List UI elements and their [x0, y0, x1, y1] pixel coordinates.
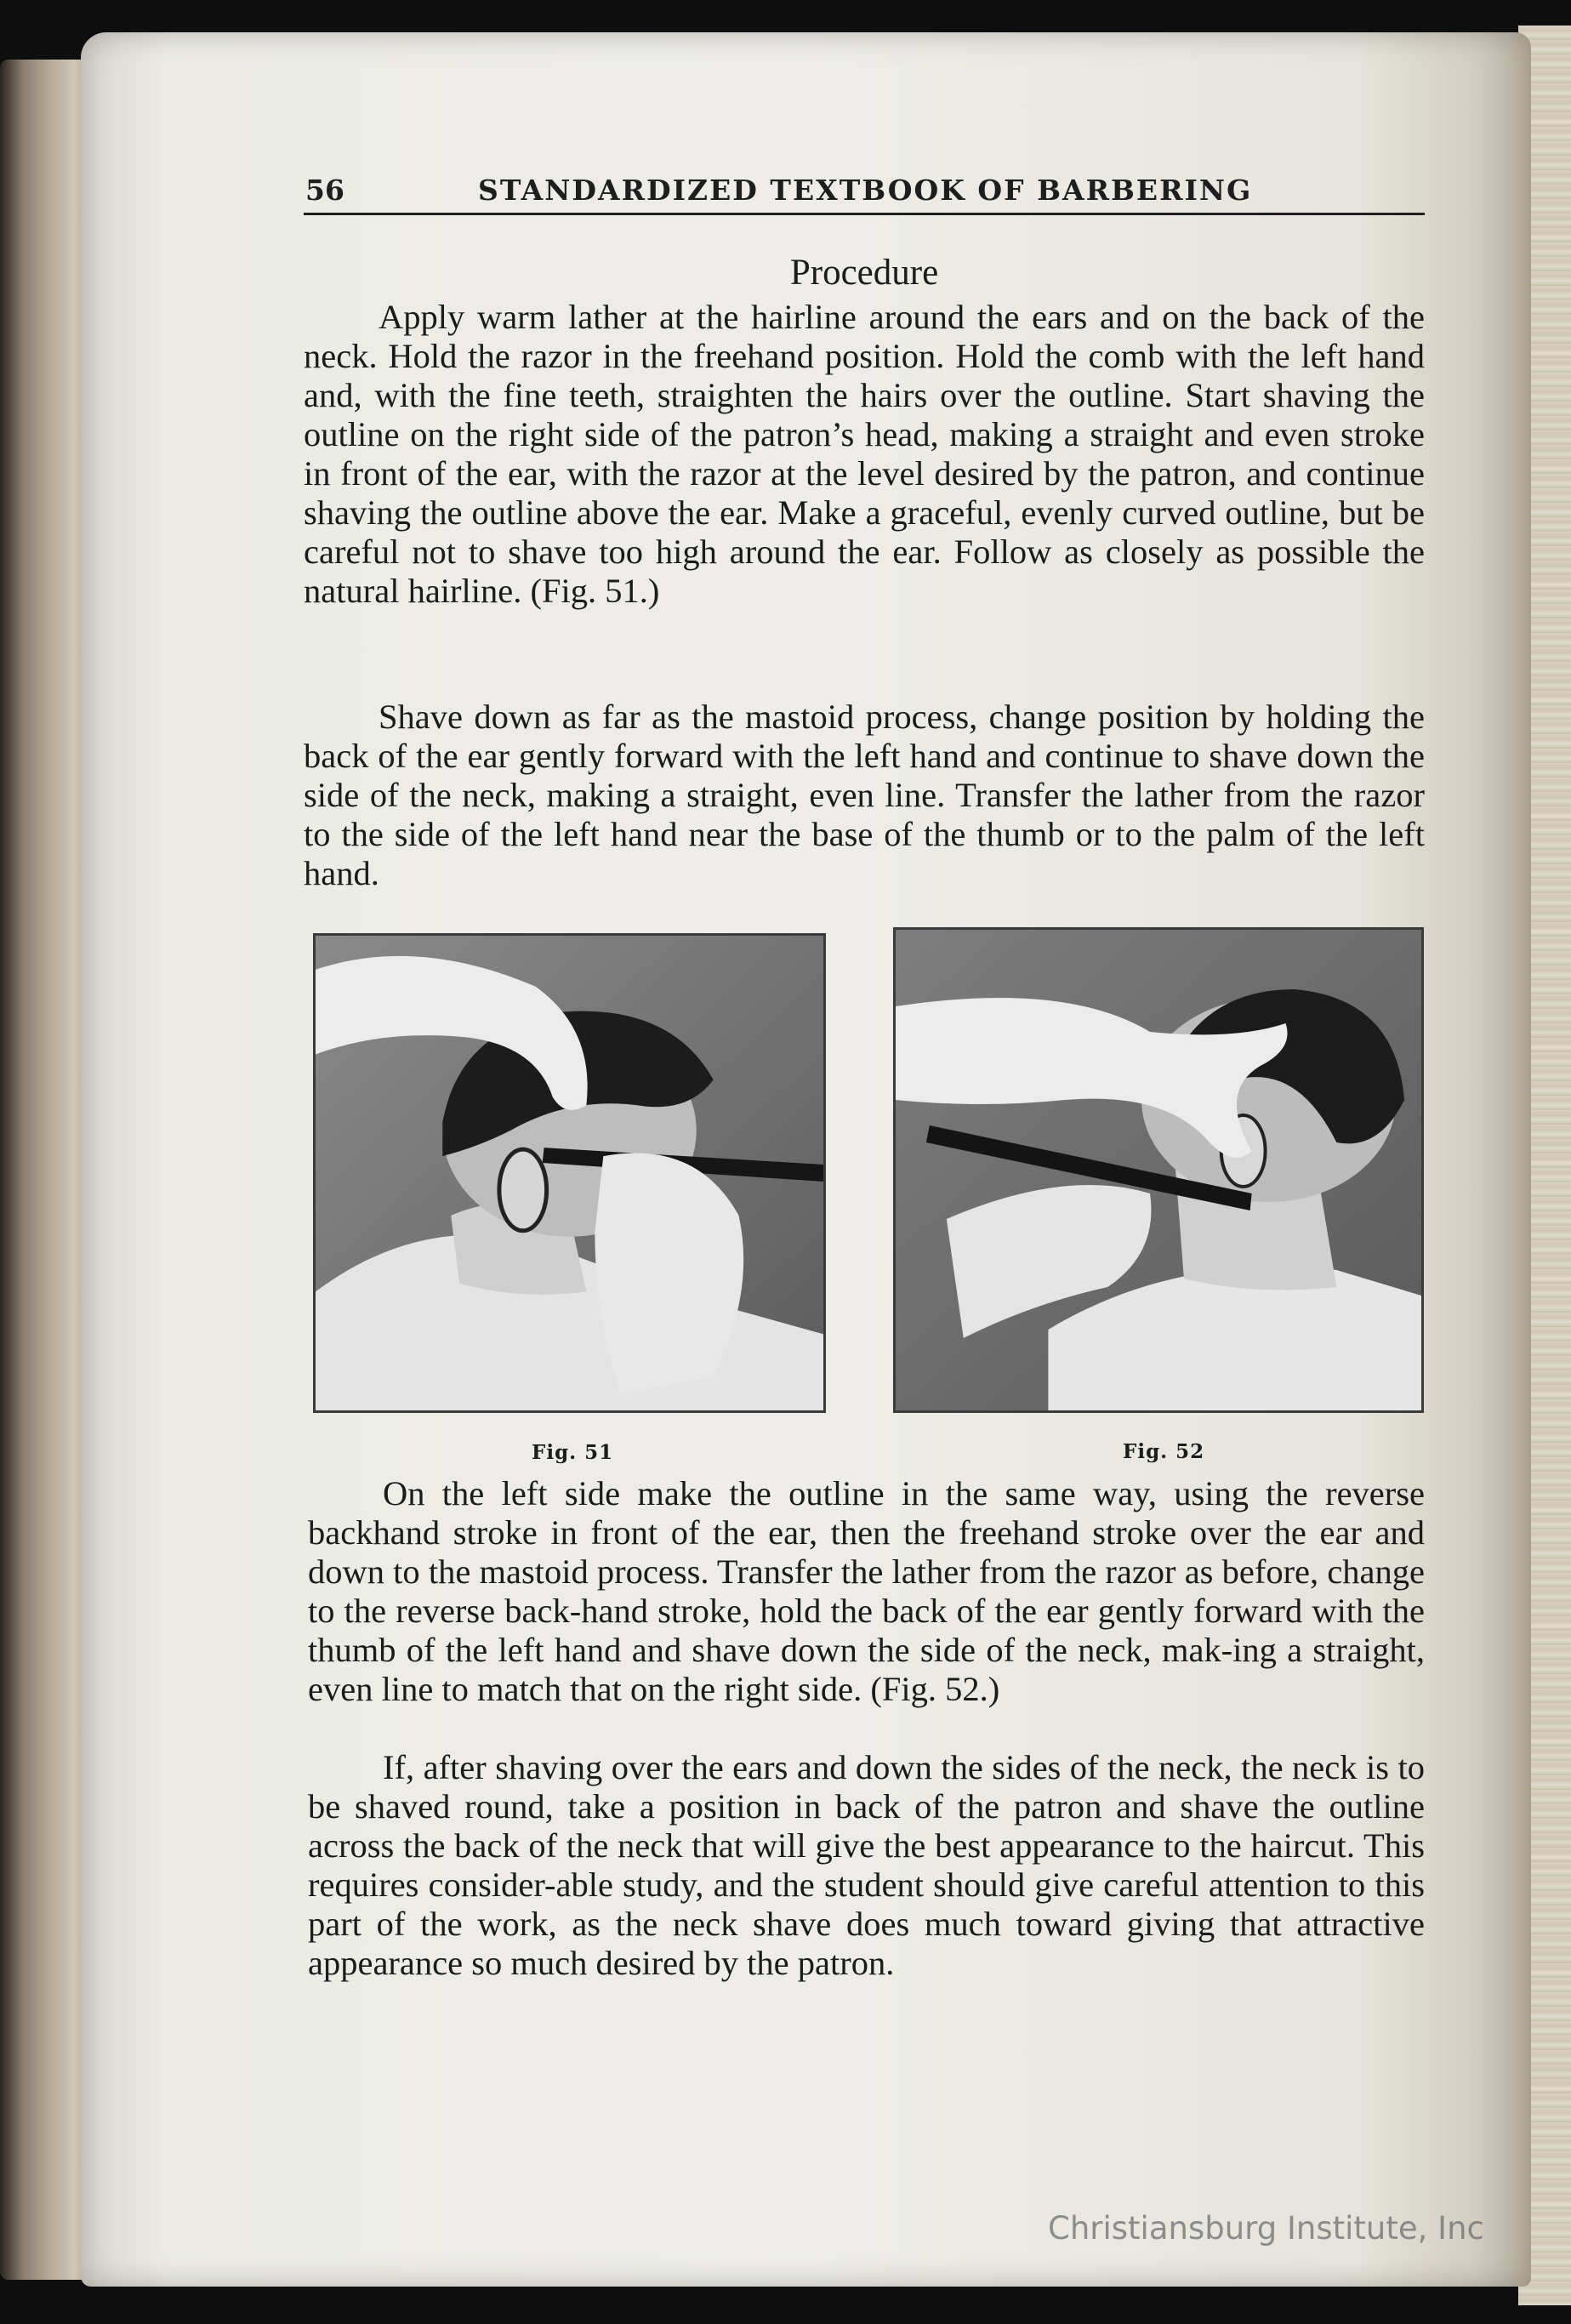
paragraph-neck-shave: If, after shaving over the ears and down the sides of the neck, the neck is to be shaved round, take a position in back of the patron and shave the outline across the back of the neck that will give the best appearance to the haircut. This requires consider-able study, and the student should give careful attention to this part of the work, as the neck shave does much toward giving that attractive appearance so much desired by the patron. [308, 1748, 1425, 1982]
watermark-text: Christiansburg Institute, Inc [1048, 2210, 1484, 2247]
running-title: STANDARDIZED TEXTBOOK OF BARBERING [478, 174, 1253, 207]
book-binding-edge [0, 60, 94, 2280]
paragraph-left-side: On the left side make the outline in the same way, using the reverse backhand stroke in front of the ear, then the freehand stroke over the ear and down to the mastoid process. Transfer the lather from the razor as before, change to the reverse back-hand stroke, hold the back of the ear gently forward with the thumb of the left hand and shave down the side of the neck, mak-ing a straight, even line to match that on the right side. (Fig. 52.) [308, 1474, 1425, 1708]
fig51-illustration [316, 936, 823, 1410]
paragraph-apply-lather: Apply warm lather at the hairline around the ears and on the back of the neck. Hold the razor in the freehand position. Hold the comb with the left hand and, with the fine teeth, straighten the hairs over the outline. Start shaving the outline on the right side of the patron’s head, making a straight and even stroke in front of the ear, with the razor at the level desired by the patron, and continue shaving the outline above the ear. Make a graceful, evenly curved outline, but be careful not to shave too high around the ear. Follow as closely as possible the natural hairline. (Fig. 51.) [304, 298, 1425, 610]
figure-52-caption: Fig. 52 [1123, 1440, 1205, 1463]
figure-51-caption: Fig. 51 [532, 1441, 614, 1464]
figure-52-photo [893, 927, 1424, 1413]
running-header [304, 168, 1425, 215]
section-heading: Procedure [789, 253, 939, 293]
page-number: 56 [305, 174, 344, 207]
fig52-illustration [896, 930, 1421, 1410]
paragraph-mastoid-process: Shave down as far as the mastoid process, change position by holding the back of the ear gently forward with the left hand and continue to shave down the side of the neck, making a straight, even line. Transfer the lather from the razor to the side of the left hand near the base of the thumb or to the palm of the left hand. [304, 698, 1425, 892]
figure-51-photo [313, 933, 826, 1413]
